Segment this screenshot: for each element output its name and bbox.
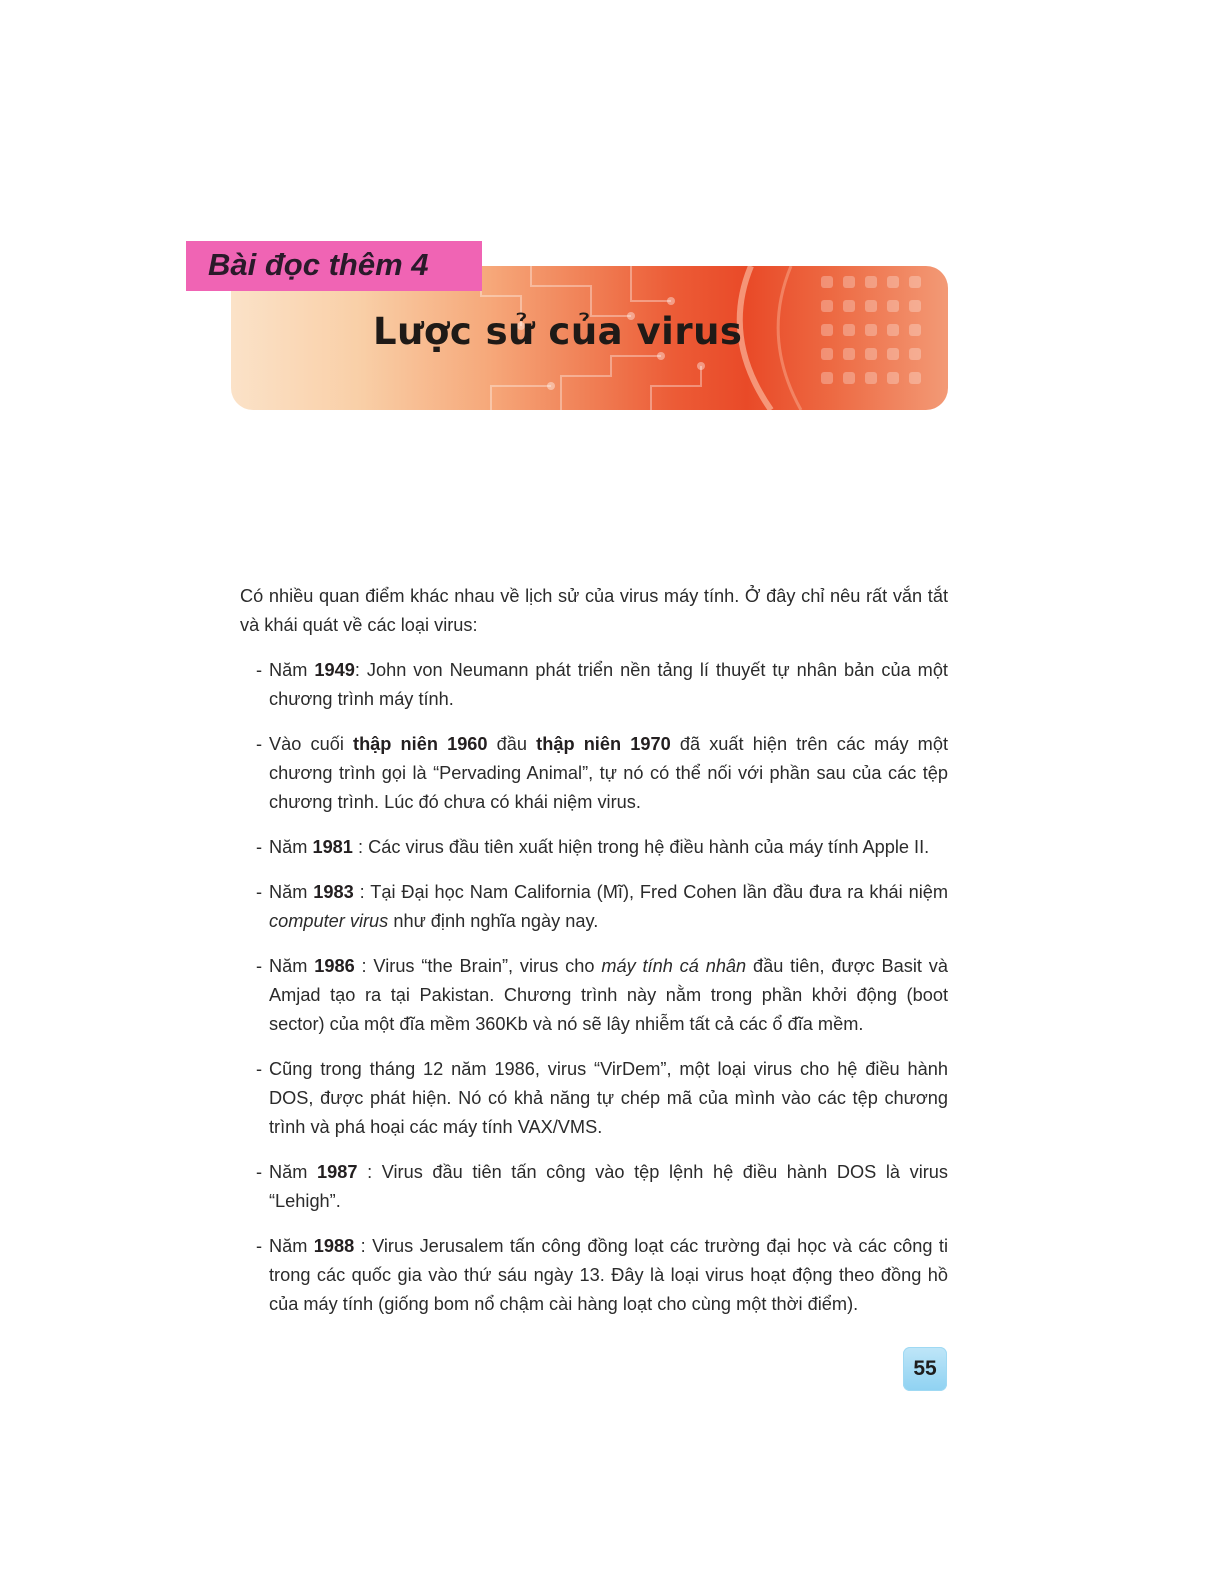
text-run: Năm [269,660,315,680]
text-run: Vào cuối [269,734,354,754]
article-body [240,582,948,1335]
list-item [240,833,948,862]
intro-paragraph: Có nhiều quan điểm khác nhau về lịch sử của virus máy tính. Ở đây chỉ nêu rất vắn tắt và khái quát về các loại virus: [240,586,948,635]
emphasis-bold: 1983 [313,882,354,902]
emphasis-bold: 1949 [314,660,355,680]
bullet-dash: - [256,956,263,976]
emphasis-bold: 1981 [312,837,353,857]
emphasis-bold: thập niên 1960 [353,734,488,754]
text-run: đầu [487,734,537,754]
text-run: đầu tiên, được Basit và Amjad tạo ra tại Pakistan. Chương trình này nằm trong phần khởi động (boot sector) của một đĩa mềm 360Kb và nó sẽ lây nhiễm tất cả các ổ đĩa mềm. [269,956,948,1034]
list-item [240,1055,948,1142]
text-run: Năm [269,837,313,857]
bullet-dash: - [256,837,263,857]
text-run: Năm [269,956,315,976]
text-run: : John von Neumann phát triển nền tảng lí thuyết tự nhân bản của một chương trình máy tính. [269,660,948,709]
list-item [240,1232,948,1319]
list-item [240,656,948,714]
list-item [240,1158,948,1216]
text-run: như định nghĩa ngày nay. [388,911,599,931]
page-title: Lược sử của virus [373,310,743,353]
bullet-dash: - [256,1059,263,1079]
bullet-dash: - [256,1162,263,1182]
text-run: : Virus Jerusalem tấn công đồng loạt các trường đại học và các công ti trong các quốc gia vào thứ sáu ngày 13. Đây là loại virus hoạt động theo đồng hồ của máy tính (giống bom nổ chậm cài hàng loạt cho cùng một thời điểm). [269,1236,949,1314]
page-number: 55 [913,1357,937,1380]
list-item [240,878,948,936]
text-run: Năm [269,1236,314,1256]
page-number-badge [903,1347,947,1391]
emphasis-bold: 1988 [313,1236,355,1256]
history-list [240,656,948,1319]
bullet-dash: - [256,1236,263,1256]
text-run: Cũng trong tháng 12 năm 1986, virus “VirDem”, một loại virus cho hệ điều hành DOS, được phát hiện. Nó có khả năng tự chép mã của mình vào các tệp chương trình và phá hoại các máy tính VAX/VMS. [269,1059,948,1137]
bullet-dash: - [256,882,263,902]
emphasis-bold: thập niên 1970 [536,734,671,754]
bullet-dash: - [256,660,263,680]
list-item [240,730,948,817]
emphasis-bold: 1987 [317,1162,358,1182]
lesson-tag [186,241,482,291]
emphasis-italic: computer virus [269,911,389,931]
emphasis-bold: 1986 [314,956,355,976]
text-run: Năm [269,882,314,902]
text-run: đã xuất hiện trên các máy một chương trình gọi là “Pervading Animal”, tự nó có thể nối với phần sau của các tệp chương trình. Lúc đó chưa có khái niệm virus. [269,734,948,812]
emphasis-italic: máy tính cá nhân [601,956,747,976]
text-run: Năm [269,1162,317,1182]
text-run: : Tại Đại học Nam California (Mĩ), Fred Cohen lần đầu đưa ra khái niệm [353,882,949,902]
list-item [240,952,948,1039]
lesson-tag-label: Bài đọc thêm 4 [208,247,429,282]
text-run: : Các virus đầu tiên xuất hiện trong hệ điều hành của máy tính Apple II. [352,837,930,857]
text-run: : Virus “the Brain”, virus cho [354,956,602,976]
text-run: : Virus đầu tiên tấn công vào tệp lệnh hệ điều hành DOS là virus “Lehigh”. [269,1162,948,1211]
bullet-dash: - [256,734,263,754]
